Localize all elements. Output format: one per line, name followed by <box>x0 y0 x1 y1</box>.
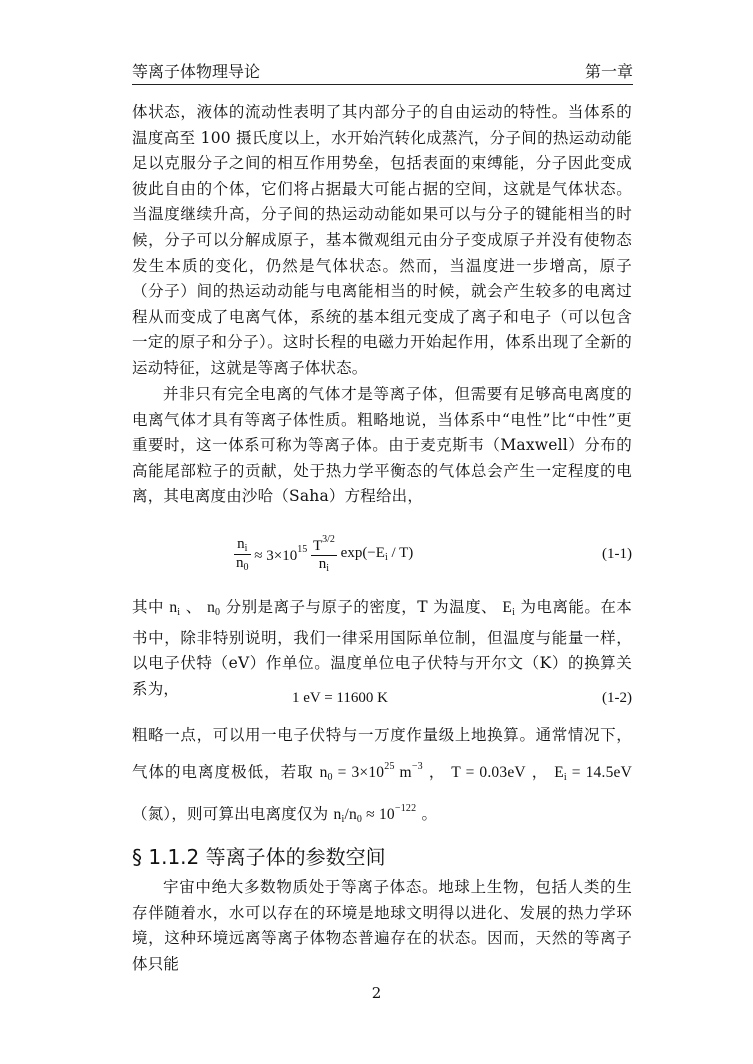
ev-kelvin-equation <box>132 688 632 714</box>
book-title: 等离子体物理导论 <box>132 62 261 81</box>
page-number: 2 <box>371 984 382 1002</box>
saha-equation: $\frac{n_i}{n_0}$ ≈ $3\times 10^{15}$ $\frac{T^{3/2}}{n_i}$ $\exp(-E_i / T)$ (1-1) <box>236 534 632 574</box>
paragraph-2: 并非只有完全电离的气体才是等离子体，但需要有足够高电离度的电离气体才具有等离子体性质。粗略地说，当体系中“电性”比“中性”更重要时，这一体系可称为等离子体。由于麦克斯韦（Maxwell）分布的高能尾部粒子的贡献，处于热力学平衡态的气体总会产生一定程度的电离，其电离度由沙哈（Saha）方程给出， <box>132 385 632 506</box>
running-header <box>132 60 633 85</box>
paragraph-4: 粗略一点，可以用一电子伏特与一万度作量级上地换算。通常情况下，气体的电离度极低，若取 $n_0 = 3\times 10^{25}$ $m^{-3}$ ， T = 0.03eV ， $E_i = 14.5eV$ （氮），则可算出电离度仅为 $n_i/n_0 \approx 10^{-122}$ 。 <box>132 726 633 825</box>
paragraph-3: 其中 $n_i$ 、 $n_0$ 分别是离子与原子的密度，T 为温度、 $E_i$ 为电离能。在本书中，除非特别说明，我们一律采用国际单位制，但温度与能量一样，以电子伏特（eV）作单位。温度单位电子伏特与开尔文（K）的换算关系为， <box>132 598 632 698</box>
paragraph-5: 宇宙中绝大多数物质处于等离子体态。地球上生物，包括人类的生存伴随着水，水可以存在的环境是地球文明得以进化、发展的热力学环境，这种环境远离等离子体物态普遍存在的状态。因而，天然的等离子体只能 <box>132 878 632 973</box>
equation-2-text: 1 eV = 11600 K <box>292 690 388 706</box>
paragraph-1: 体状态，液体的流动性表明了其内部分子的自由运动的特性。当体系的温度高至 100 摄氏度以上，水开始汽转化成蒸汽，分子间的热运动动能足以克服分子之间的相互作用势垒，包括表面的束缚能，分子因此变成彼此自由的个体，它们将占据最大可能占据的空间，这就是气体状态。当温度继续升高，分子间的热运动动能如果可以与分子的键能相当的时候，分子可以分解成原子，基本微观组元由分子变成原子并没有使物态发生本质的变化，仍然是气体状态。然而，当温度进一步增高，原子（分子）间的热运动动能与电离能相当的时候，就会产生较多的电离过程从而变成了电离气体，系统的基本组元变成了离子和电子（可以包含一定的原子和分子）。这时长程的电磁力开始起作用，体系出现了全新的运动特征，这就是等离子体状态。 <box>132 103 632 377</box>
chapter-label: 第一章 <box>584 62 633 81</box>
equation-number-2: (1-2) <box>602 690 632 706</box>
equation-number-1: (1-1) <box>602 546 632 562</box>
section-heading: § 1.1.2 等离子体的参数空间 <box>132 845 386 869</box>
